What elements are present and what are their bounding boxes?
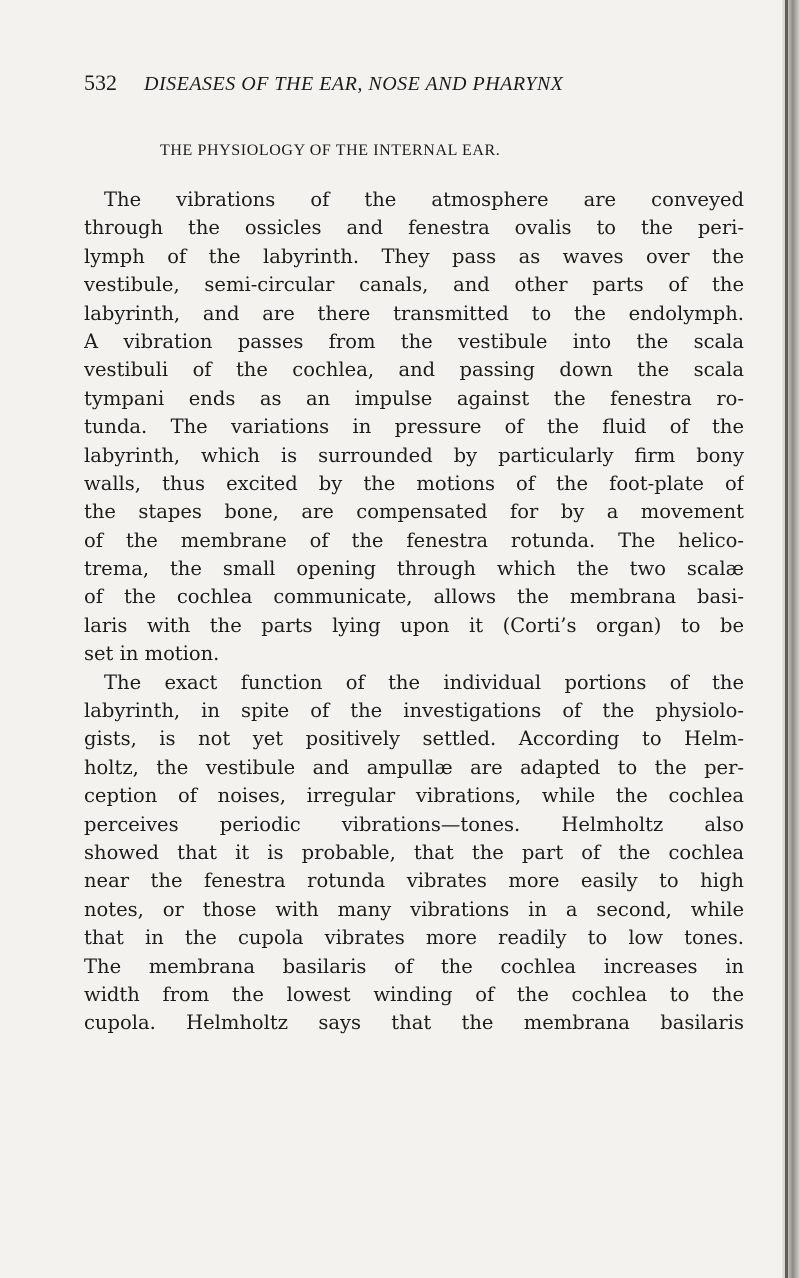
text-line: cupola. Helmholtz says that the membrana basilaris: [84, 1011, 744, 1035]
text-line: width from the lowest winding of the cochlea to the: [84, 982, 744, 1006]
text-line: that in the cupola vibrates more readily to low tones.: [84, 926, 744, 950]
text-line: laris with the parts lying upon it (Corti’s organ) to be: [84, 613, 744, 637]
text-line: set in motion.: [84, 642, 220, 666]
text-line: tunda. The variations in pressure of the fluid of the: [84, 415, 744, 439]
text-line: The vibrations of the atmosphere are conveyed: [104, 188, 744, 211]
text-line: near the fenestra rotunda vibrates more easily to high: [84, 869, 744, 893]
text-line: of the cochlea communicate, allows the membrana basi-: [84, 585, 744, 609]
section-title: THE PHYSIOLOGY OF THE INTERNAL EAR.: [160, 142, 501, 159]
text-line: through the ossicles and fenestra ovalis to the peri-: [84, 216, 744, 240]
text-line: labyrinth, and are there transmitted to the endolymph.: [84, 301, 744, 325]
binding-edge-line: [785, 0, 788, 1278]
page-number: 532: [84, 70, 117, 95]
text-line: The exact function of the individual portions of the: [104, 670, 744, 694]
text-line: vestibule, semi-circular canals, and other parts of the: [84, 273, 744, 297]
text-line: gists, is not yet positively settled. According to Helm-: [84, 727, 744, 751]
text-line: labyrinth, in spite of the investigations of the physiolo-: [84, 699, 744, 723]
text-line: the stapes bone, are compensated for by a movement: [84, 500, 744, 524]
text-line: showed that it is probable, that the part of the cochlea: [84, 840, 744, 864]
text-line: vestibuli of the cochlea, and passing down the scala: [84, 358, 744, 382]
text-line: A vibration passes from the vestibule into the scala: [84, 329, 744, 353]
text-line: The membrana basilaris of the cochlea increases in: [84, 954, 744, 978]
page-header: [84, 70, 704, 100]
text-line: notes, or those with many vibrations in a second, while: [84, 897, 744, 921]
text-line: trema, the small opening through which the two scalæ: [84, 557, 744, 581]
text-line: perceives periodic vibrations—tones. Helmholtz also: [84, 812, 744, 836]
text-line: labyrinth, which is surrounded by particularly firm bony: [84, 443, 744, 467]
body-text: [84, 186, 744, 1038]
text-line: ception of noises, irregular vibrations, while the cochlea: [84, 784, 744, 808]
text-line: of the membrane of the fenestra rotunda. The helico-: [84, 528, 744, 552]
text-line: walls, thus excited by the motions of the foot-plate of: [84, 471, 744, 495]
text-line: tympani ends as an impulse against the fenestra ro-: [84, 386, 744, 410]
text-line: holtz, the vestibule and ampullæ are adapted to the per-: [84, 755, 744, 779]
running-head: DISEASES OF THE EAR, NOSE AND PHARYNX: [144, 73, 564, 95]
text-line: lymph of the labyrinth. They pass as waves over the: [84, 244, 744, 268]
